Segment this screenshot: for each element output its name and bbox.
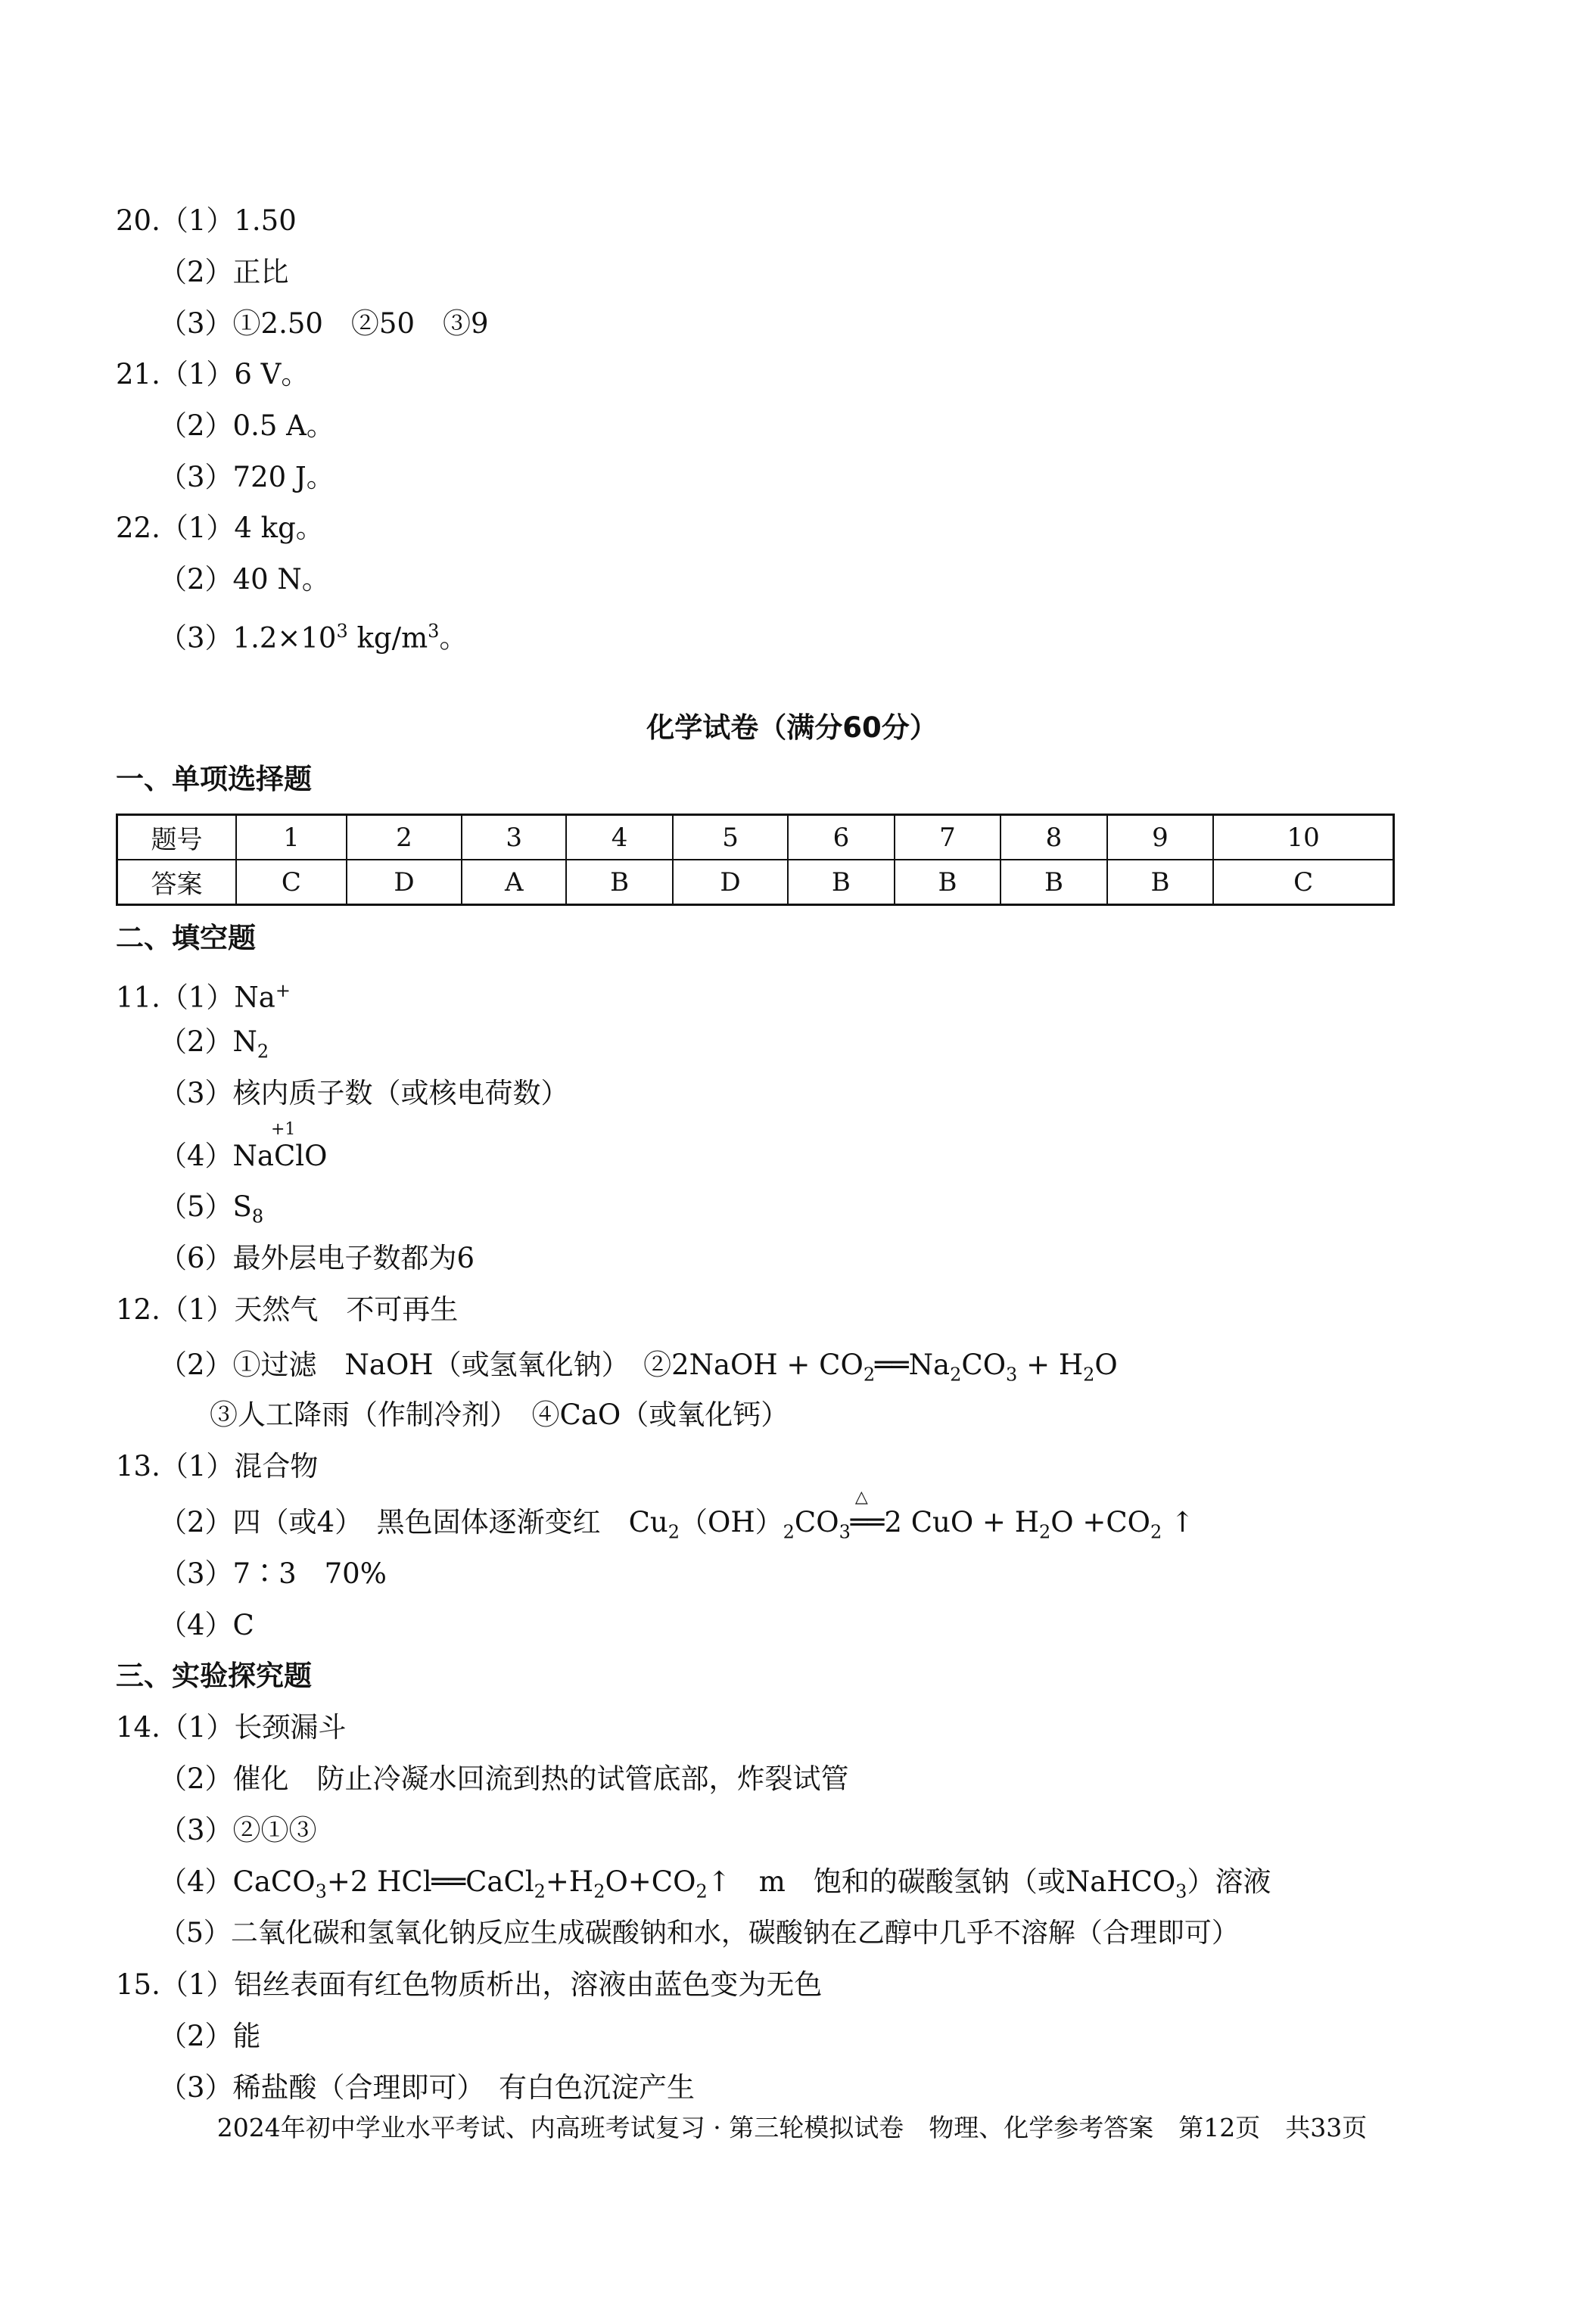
table-cell: D bbox=[347, 860, 462, 905]
q11-part4: （4）Na +1 ClO bbox=[159, 1120, 328, 1172]
q11-part3: （3）核内质子数（或核电荷数） bbox=[159, 1077, 569, 1109]
q20-part1: 20.（1）1.50 bbox=[116, 204, 297, 237]
table-cell: 1 bbox=[236, 815, 347, 860]
table-cell: B bbox=[895, 860, 1001, 905]
table-cell: 6 bbox=[788, 815, 895, 860]
q12-part2: （2）①过滤 NaOH（或氢氧化钠） ②2NaOH + $CO_2══Na_2CO_3 + H_2O$ bbox=[159, 1349, 1118, 1386]
q22-part1: 22.（1）4 kg。 bbox=[116, 512, 324, 544]
q20-number: 20. bbox=[116, 204, 160, 237]
table-header-cell: 题号 bbox=[117, 815, 237, 860]
q15-part3: （3）稀盐酸（合理即可） 有白色沉淀产生 bbox=[159, 2071, 696, 2104]
table-cell: C bbox=[1213, 860, 1393, 905]
section-heading-experiment: 三、实验探究题 bbox=[116, 1660, 312, 1692]
table-cell: 7 bbox=[895, 815, 1001, 860]
page-footer: 2024年初中学业水平考试、内高班考试复习 · 第三轮模拟试卷 物理、化学参考答案 第12页 共33页 bbox=[216, 2113, 1368, 2142]
q15-part2: （2）能 bbox=[159, 2020, 261, 2052]
table-cell: 9 bbox=[1107, 815, 1214, 860]
table-cell: B bbox=[1001, 860, 1107, 905]
answer-table bbox=[116, 814, 1395, 906]
q13-part3: （3）7∶3 70% bbox=[159, 1557, 387, 1590]
q13-number: 13. bbox=[116, 1450, 160, 1482]
q12-part1: 12.（1）天然气 不可再生 bbox=[116, 1293, 459, 1326]
q11-part5: $(5)S_8$ bbox=[159, 1190, 264, 1227]
table-row-numbers bbox=[117, 815, 1394, 860]
q14-part5: （5）二氧化碳和氢氧化钠反应生成碳酸钠和水，碳酸钠在乙醇中几乎不溶解（合理即可） bbox=[159, 1918, 1239, 1949]
q14-part1: 14.（1）长颈漏斗 bbox=[116, 1711, 347, 1744]
table-cell: 4 bbox=[566, 815, 673, 860]
table-cell: 10 bbox=[1213, 815, 1393, 860]
table-cell: B bbox=[788, 860, 895, 905]
q22-part3: $(3)1.2\times 10^3$ $kg/m^3$。 bbox=[159, 621, 468, 655]
table-cell: C bbox=[236, 860, 347, 905]
table-cell: 3 bbox=[462, 815, 566, 860]
table-cell: 5 bbox=[673, 815, 788, 860]
q21-part1: 21.（1）6 V。 bbox=[116, 358, 310, 390]
q20-part3: （3）①2.50 ②50 ③9 bbox=[159, 307, 489, 340]
q12-number: 12. bbox=[116, 1293, 160, 1326]
q11-part1: 11.（1）Na+ bbox=[116, 980, 291, 1014]
table-header-cell: 答案 bbox=[117, 860, 237, 905]
q21-part2: （2）0.5 A。 bbox=[159, 409, 335, 442]
q11-part2: $(2)N_2$ bbox=[159, 1025, 269, 1062]
q21-number: 21. bbox=[116, 358, 160, 390]
chemistry-section-title: 化学试卷（满分60分） bbox=[646, 711, 938, 744]
q13-part2: （2）四（或4） 黑色固体逐渐变红 $Cu_2(OH)_2CO_3$ △ ══2 CuO + $H_2O +CO_2$ ↑ bbox=[159, 1488, 1195, 1543]
table-cell: 8 bbox=[1001, 815, 1107, 860]
table-cell: D bbox=[673, 860, 788, 905]
q22-part2: （2）40 N。 bbox=[159, 563, 330, 596]
q14-number: 14. bbox=[116, 1711, 160, 1744]
q12-part2-line2: ③人工降雨（作制冷剂） ④CaO（或氧化钙） bbox=[210, 1398, 789, 1431]
valence-label: +1 bbox=[270, 1120, 296, 1139]
table-cell: 2 bbox=[347, 815, 462, 860]
q11-number: 11. bbox=[116, 981, 160, 1014]
q14-part2: （2）催化 防止冷凝水回流到热的试管底部，炸裂试管 bbox=[159, 1762, 849, 1795]
q15-part1: 15.（1）铝丝表面有红色物质析出，溶液由蓝色变为无色 bbox=[116, 1968, 823, 2001]
q13-part1: 13.（1）混合物 bbox=[116, 1450, 319, 1482]
table-cell: B bbox=[566, 860, 673, 905]
q21-part3: （3）720 J。 bbox=[159, 461, 335, 493]
q14-part4: （4）CaCO$_3$+2 $HCl══CaCl_2+H_2O+CO_2↑$ m 饱和的碳酸氢钠（或NaHCO$_3$）溶液 bbox=[159, 1865, 1271, 1902]
heat-symbol: △ bbox=[854, 1488, 868, 1507]
section-heading-single-choice: 一、单项选择题 bbox=[116, 763, 312, 795]
table-cell: B bbox=[1107, 860, 1214, 905]
q15-number: 15. bbox=[116, 1968, 160, 2001]
table-row-answers bbox=[117, 860, 1394, 905]
table-cell: A bbox=[462, 860, 566, 905]
q20-part2: （2）正比 bbox=[159, 256, 289, 288]
q13-part4: （4）C bbox=[159, 1609, 254, 1641]
q11-part6: （6）最外层电子数都为6 bbox=[159, 1242, 475, 1274]
section-heading-fill-blank: 二、填空题 bbox=[116, 922, 256, 954]
q14-part3: （3）②①③ bbox=[159, 1814, 317, 1846]
q22-number: 22. bbox=[116, 512, 160, 544]
